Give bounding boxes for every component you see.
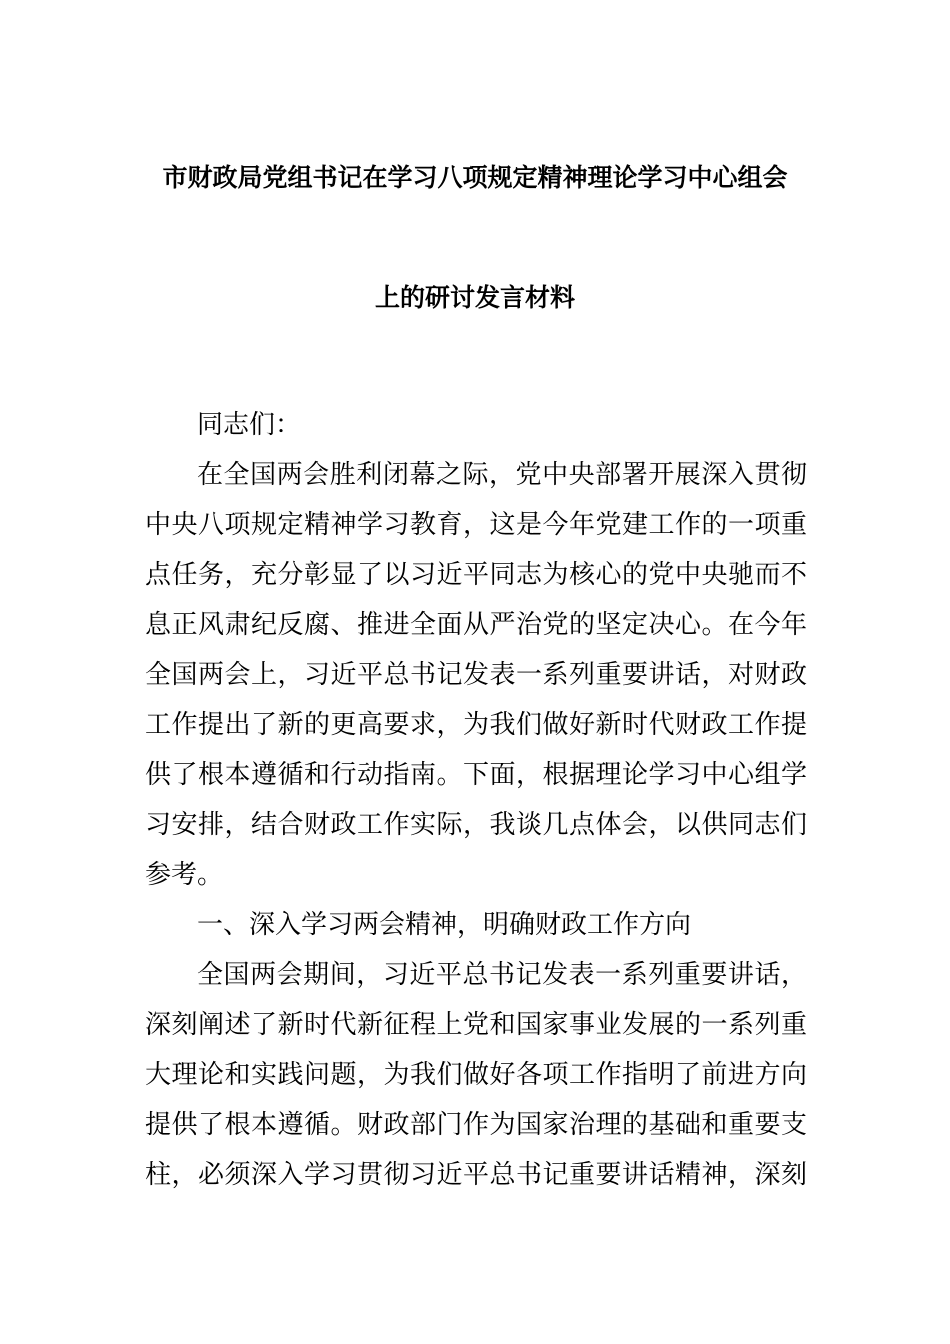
paragraph-1-line: 全国两会上，习近平总书记发表一系列重要讲话，对财政 (145, 660, 807, 690)
salutation: 同志们： (197, 410, 302, 440)
paragraph-1-line: 点任务，充分彰显了以习近平同志为核心的党中央驰而不 (145, 560, 807, 590)
paragraph-1-line: 在全国两会胜利闭幕之际，党中央部署开展深入贯彻 (197, 460, 807, 490)
paragraph-2-line: 柱，必须深入学习贯彻习近平总书记重要讲话精神，深刻 (145, 1160, 807, 1190)
paragraph-1-line: 供了根本遵循和行动指南。下面，根据理论学习中心组学 (145, 760, 807, 790)
paragraph-2-line: 深刻阐述了新时代新征程上党和国家事业发展的一系列重 (145, 1010, 807, 1040)
paragraph-1-line: 中央八项规定精神学习教育，这是今年党建工作的一项重 (145, 510, 807, 540)
paragraph-2-line: 大理论和实践问题，为我们做好各项工作指明了前进方向 (145, 1060, 807, 1090)
section-heading-1: 一、深入学习两会精神，明确财政工作方向 (197, 910, 692, 940)
paragraph-2-line: 提供了根本遵循。财政部门作为国家治理的基础和重要支 (145, 1110, 807, 1140)
document-title-line-2: 上的研讨发言材料 (374, 283, 575, 312)
paragraph-2-line: 全国两会期间，习近平总书记发表一系列重要讲话， (197, 960, 807, 990)
paragraph-1-line: 工作提出了新的更高要求，为我们做好新时代财政工作提 (145, 710, 807, 740)
paragraph-1-line: 习安排，结合财政工作实际，我谈几点体会，以供同志们 (145, 810, 807, 840)
document-title-line-1: 市财政局党组书记在学习八项规定精神理论学习中心组会 (162, 163, 788, 192)
document-body (145, 400, 807, 1200)
paragraph-1-line: 息正风肃纪反腐、推进全面从严治党的坚定决心。在今年 (145, 610, 807, 640)
paragraph-1-line: 参考。 (145, 860, 224, 890)
